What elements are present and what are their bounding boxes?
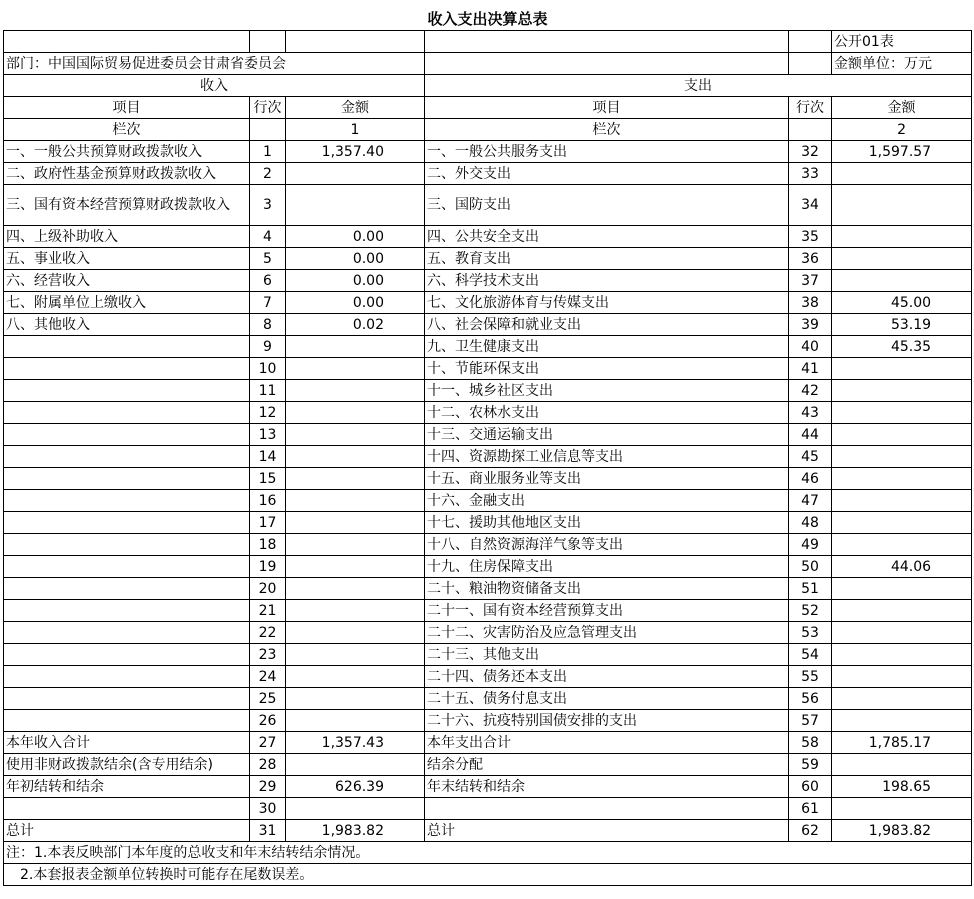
income-row-number: 26 bbox=[250, 710, 286, 732]
income-item-header: 项目 bbox=[4, 97, 250, 119]
expense-row-number: 38 bbox=[789, 292, 832, 314]
income-row-number: 30 bbox=[250, 798, 286, 820]
expense-row-number: 39 bbox=[789, 314, 832, 336]
income-amount bbox=[286, 185, 425, 226]
income-item: 八、其他收入 bbox=[4, 314, 250, 336]
table-row bbox=[4, 380, 972, 402]
expense-row-number: 56 bbox=[789, 688, 832, 710]
income-row-number: 17 bbox=[250, 512, 286, 534]
unit-label: 金额单位：万元 bbox=[832, 53, 972, 75]
income-amount bbox=[286, 163, 425, 185]
income-amount: 0.00 bbox=[286, 226, 425, 248]
income-row-number: 14 bbox=[250, 446, 286, 468]
table-row bbox=[4, 468, 972, 490]
income-amount: 0.02 bbox=[286, 314, 425, 336]
income-row-number: 24 bbox=[250, 666, 286, 688]
income-item bbox=[4, 622, 250, 644]
income-row-number: 3 bbox=[250, 185, 286, 226]
income-item bbox=[4, 600, 250, 622]
income-item: 总计 bbox=[4, 820, 250, 842]
income-amount bbox=[286, 556, 425, 578]
expense-row-number: 33 bbox=[789, 163, 832, 185]
income-amount bbox=[286, 402, 425, 424]
expense-item: 十八、自然资源海洋气象等支出 bbox=[425, 534, 789, 556]
expense-row-number: 32 bbox=[789, 141, 832, 163]
table-row bbox=[4, 820, 972, 842]
expense-amount bbox=[832, 380, 972, 402]
table-row bbox=[4, 600, 972, 622]
expense-row-number: 42 bbox=[789, 380, 832, 402]
expense-item: 二十一、国有资本经营预算支出 bbox=[425, 600, 789, 622]
table-row bbox=[4, 490, 972, 512]
income-item: 本年收入合计 bbox=[4, 732, 250, 754]
table-row bbox=[4, 710, 972, 732]
income-item: 二、政府性基金预算财政拨款收入 bbox=[4, 163, 250, 185]
expense-amount bbox=[832, 710, 972, 732]
expense-item: 八、社会保障和就业支出 bbox=[425, 314, 789, 336]
expense-item: 二、外交支出 bbox=[425, 163, 789, 185]
expense-item: 十五、商业服务业等支出 bbox=[425, 468, 789, 490]
income-item bbox=[4, 578, 250, 600]
income-amount bbox=[286, 490, 425, 512]
expense-item-header: 项目 bbox=[425, 97, 789, 119]
income-row-number: 12 bbox=[250, 402, 286, 424]
expense-amount: 1,597.57 bbox=[832, 141, 972, 163]
expense-amount bbox=[832, 270, 972, 292]
expense-item: 年末结转和结余 bbox=[425, 776, 789, 798]
expense-amount bbox=[832, 163, 972, 185]
expense-amount bbox=[832, 185, 972, 226]
income-row-number: 15 bbox=[250, 468, 286, 490]
department-label: 部门：中国国际贸易促进委员会甘肃省委员会 bbox=[4, 53, 425, 75]
expense-item: 十七、援助其他地区支出 bbox=[425, 512, 789, 534]
table-row bbox=[4, 776, 972, 798]
expense-row-number: 44 bbox=[789, 424, 832, 446]
expense-amount bbox=[832, 402, 972, 424]
expense-row-number: 36 bbox=[789, 248, 832, 270]
expense-row-number: 48 bbox=[789, 512, 832, 534]
expense-amount bbox=[832, 688, 972, 710]
income-item bbox=[4, 512, 250, 534]
expense-row-number: 60 bbox=[789, 776, 832, 798]
table-row bbox=[4, 185, 972, 226]
expense-lanci-label: 栏次 bbox=[425, 119, 789, 141]
income-item: 使用非财政拨款结余(含专用结余) bbox=[4, 754, 250, 776]
income-item: 五、事业收入 bbox=[4, 248, 250, 270]
income-row-header: 行次 bbox=[250, 97, 286, 119]
table-row bbox=[4, 622, 972, 644]
expense-item: 六、科学技术支出 bbox=[425, 270, 789, 292]
expense-row-number: 45 bbox=[789, 446, 832, 468]
income-item bbox=[4, 336, 250, 358]
expense-row-number: 50 bbox=[789, 556, 832, 578]
table-row bbox=[4, 358, 972, 380]
expense-row-number: 47 bbox=[789, 490, 832, 512]
expense-amount bbox=[832, 424, 972, 446]
table-row bbox=[4, 556, 972, 578]
expense-item: 总计 bbox=[425, 820, 789, 842]
expense-item: 二十四、债务还本支出 bbox=[425, 666, 789, 688]
table-row bbox=[4, 798, 972, 820]
table-row bbox=[4, 141, 972, 163]
income-item bbox=[4, 468, 250, 490]
income-amount bbox=[286, 798, 425, 820]
income-item bbox=[4, 490, 250, 512]
expense-amount: 44.06 bbox=[832, 556, 972, 578]
expense-header: 支出 bbox=[425, 75, 972, 97]
expense-row-number: 34 bbox=[789, 185, 832, 226]
income-item: 四、上级补助收入 bbox=[4, 226, 250, 248]
table-row bbox=[4, 314, 972, 336]
income-item bbox=[4, 424, 250, 446]
income-item bbox=[4, 666, 250, 688]
income-row-number: 25 bbox=[250, 688, 286, 710]
expense-item: 十三、交通运输支出 bbox=[425, 424, 789, 446]
table-row bbox=[4, 534, 972, 556]
income-row-number: 18 bbox=[250, 534, 286, 556]
income-amount-header: 金额 bbox=[286, 97, 425, 119]
expense-row-number: 59 bbox=[789, 754, 832, 776]
expense-item: 五、教育支出 bbox=[425, 248, 789, 270]
expense-row-number: 57 bbox=[789, 710, 832, 732]
expense-row-number: 46 bbox=[789, 468, 832, 490]
expense-item: 二十、粮油物资储备支出 bbox=[425, 578, 789, 600]
income-amount bbox=[286, 666, 425, 688]
expense-row-number: 55 bbox=[789, 666, 832, 688]
income-amount bbox=[286, 622, 425, 644]
income-row-number: 6 bbox=[250, 270, 286, 292]
income-row-number: 13 bbox=[250, 424, 286, 446]
income-amount bbox=[286, 754, 425, 776]
note-row bbox=[4, 842, 972, 864]
income-row-number: 4 bbox=[250, 226, 286, 248]
income-item bbox=[4, 358, 250, 380]
income-row-number: 21 bbox=[250, 600, 286, 622]
expense-item: 十、节能环保支出 bbox=[425, 358, 789, 380]
expense-item: 七、文化旅游体育与传媒支出 bbox=[425, 292, 789, 314]
expense-amount bbox=[832, 622, 972, 644]
expense-amount bbox=[832, 798, 972, 820]
table-row bbox=[4, 754, 972, 776]
expense-amount bbox=[832, 666, 972, 688]
expense-row-number: 51 bbox=[789, 578, 832, 600]
income-row-number: 27 bbox=[250, 732, 286, 754]
income-item: 六、经营收入 bbox=[4, 270, 250, 292]
expense-amount-header: 金额 bbox=[832, 97, 972, 119]
income-row-number: 1 bbox=[250, 141, 286, 163]
income-amount: 0.00 bbox=[286, 248, 425, 270]
table-row bbox=[4, 732, 972, 754]
table-row bbox=[4, 424, 972, 446]
expense-item: 三、国防支出 bbox=[425, 185, 789, 226]
income-amount: 0.00 bbox=[286, 270, 425, 292]
income-amount bbox=[286, 644, 425, 666]
income-item bbox=[4, 534, 250, 556]
expense-amount bbox=[832, 512, 972, 534]
expense-row-number: 53 bbox=[789, 622, 832, 644]
income-item: 一、一般公共预算财政拨款收入 bbox=[4, 141, 250, 163]
note-text: 2.本套报表金额单位转换时可能存在尾数误差。 bbox=[4, 864, 972, 886]
table-row bbox=[4, 292, 972, 314]
table-row bbox=[4, 402, 972, 424]
income-item bbox=[4, 644, 250, 666]
expense-amount: 53.19 bbox=[832, 314, 972, 336]
expense-item: 二十六、抗疫特别国债安排的支出 bbox=[425, 710, 789, 732]
income-row-number: 2 bbox=[250, 163, 286, 185]
expense-item: 结余分配 bbox=[425, 754, 789, 776]
expense-amount bbox=[832, 468, 972, 490]
income-header: 收入 bbox=[4, 75, 425, 97]
income-item bbox=[4, 380, 250, 402]
income-row-number: 8 bbox=[250, 314, 286, 336]
income-item: 三、国有资本经营预算财政拨款收入 bbox=[4, 185, 250, 226]
expense-amount bbox=[832, 600, 972, 622]
table-row bbox=[4, 578, 972, 600]
income-row-number: 7 bbox=[250, 292, 286, 314]
income-amount bbox=[286, 688, 425, 710]
expense-amount bbox=[832, 490, 972, 512]
income-amount: 1,357.40 bbox=[286, 141, 425, 163]
table-row bbox=[4, 163, 972, 185]
expense-item: 十九、住房保障支出 bbox=[425, 556, 789, 578]
income-item: 七、附属单位上缴收入 bbox=[4, 292, 250, 314]
income-item bbox=[4, 402, 250, 424]
expense-row-number: 58 bbox=[789, 732, 832, 754]
income-item bbox=[4, 798, 250, 820]
expense-row-number: 54 bbox=[789, 644, 832, 666]
income-amount bbox=[286, 468, 425, 490]
expense-item: 二十二、灾害防治及应急管理支出 bbox=[425, 622, 789, 644]
income-amount bbox=[286, 336, 425, 358]
expense-amount: 198.65 bbox=[832, 776, 972, 798]
income-row-number: 5 bbox=[250, 248, 286, 270]
note-text: 注：1.本表反映部门本年度的总收支和年末结转结余情况。 bbox=[4, 842, 972, 864]
income-row-number: 23 bbox=[250, 644, 286, 666]
expense-row-number: 35 bbox=[789, 226, 832, 248]
table-row bbox=[4, 644, 972, 666]
table-row bbox=[4, 666, 972, 688]
table-row bbox=[4, 226, 972, 248]
income-row-number: 19 bbox=[250, 556, 286, 578]
expense-item: 一、一般公共服务支出 bbox=[425, 141, 789, 163]
expense-row-number: 43 bbox=[789, 402, 832, 424]
income-row-number: 16 bbox=[250, 490, 286, 512]
income-amount: 626.39 bbox=[286, 776, 425, 798]
expense-row-number: 61 bbox=[789, 798, 832, 820]
income-row-number: 10 bbox=[250, 358, 286, 380]
expense-item: 本年支出合计 bbox=[425, 732, 789, 754]
expense-item: 十四、资源勘探工业信息等支出 bbox=[425, 446, 789, 468]
income-amount bbox=[286, 600, 425, 622]
expense-amount bbox=[832, 578, 972, 600]
income-row-number: 22 bbox=[250, 622, 286, 644]
table-row bbox=[4, 512, 972, 534]
expense-row-number: 62 bbox=[789, 820, 832, 842]
income-amount bbox=[286, 380, 425, 402]
income-col-number: 1 bbox=[286, 119, 425, 141]
expense-amount: 1,785.17 bbox=[832, 732, 972, 754]
note-row bbox=[4, 864, 972, 886]
expense-item: 二十五、债务付息支出 bbox=[425, 688, 789, 710]
expense-item bbox=[425, 798, 789, 820]
expense-amount: 1,983.82 bbox=[832, 820, 972, 842]
income-row-number: 20 bbox=[250, 578, 286, 600]
expense-row-number: 40 bbox=[789, 336, 832, 358]
income-row-number: 11 bbox=[250, 380, 286, 402]
income-amount bbox=[286, 578, 425, 600]
expense-row-header: 行次 bbox=[789, 97, 832, 119]
expense-amount bbox=[832, 226, 972, 248]
income-amount bbox=[286, 424, 425, 446]
income-amount bbox=[286, 710, 425, 732]
income-amount: 1,983.82 bbox=[286, 820, 425, 842]
expense-item: 十一、城乡社区支出 bbox=[425, 380, 789, 402]
income-row-number: 31 bbox=[250, 820, 286, 842]
expense-item: 十六、金融支出 bbox=[425, 490, 789, 512]
expense-row-number: 52 bbox=[789, 600, 832, 622]
expense-row-number: 49 bbox=[789, 534, 832, 556]
table-row bbox=[4, 446, 972, 468]
income-item: 年初结转和结余 bbox=[4, 776, 250, 798]
income-lanci-label: 栏次 bbox=[4, 119, 250, 141]
expense-amount bbox=[832, 248, 972, 270]
income-amount bbox=[286, 446, 425, 468]
expense-item: 二十三、其他支出 bbox=[425, 644, 789, 666]
expense-row-number: 41 bbox=[789, 358, 832, 380]
expense-amount bbox=[832, 534, 972, 556]
income-amount: 0.00 bbox=[286, 292, 425, 314]
expense-amount bbox=[832, 754, 972, 776]
income-row-number: 28 bbox=[250, 754, 286, 776]
expense-item: 十二、农林水支出 bbox=[425, 402, 789, 424]
table-row bbox=[4, 688, 972, 710]
table-title: 收入支出决算总表 bbox=[4, 8, 972, 31]
income-amount bbox=[286, 534, 425, 556]
table-row bbox=[4, 270, 972, 292]
income-item bbox=[4, 688, 250, 710]
expense-amount: 45.00 bbox=[832, 292, 972, 314]
table-row bbox=[4, 336, 972, 358]
table-code: 公开01表 bbox=[832, 31, 972, 53]
income-amount bbox=[286, 358, 425, 380]
income-amount: 1,357.43 bbox=[286, 732, 425, 754]
expense-amount: 45.35 bbox=[832, 336, 972, 358]
income-item bbox=[4, 710, 250, 732]
income-amount bbox=[286, 512, 425, 534]
income-row-number: 29 bbox=[250, 776, 286, 798]
expense-amount bbox=[832, 358, 972, 380]
income-row-number: 9 bbox=[250, 336, 286, 358]
income-item bbox=[4, 556, 250, 578]
expense-col-number: 2 bbox=[832, 119, 972, 141]
expense-item: 九、卫生健康支出 bbox=[425, 336, 789, 358]
expense-amount bbox=[832, 446, 972, 468]
income-item bbox=[4, 446, 250, 468]
expense-row-number: 37 bbox=[789, 270, 832, 292]
expense-amount bbox=[832, 644, 972, 666]
table-row bbox=[4, 248, 972, 270]
expense-item: 四、公共安全支出 bbox=[425, 226, 789, 248]
income-expenditure-table bbox=[3, 8, 972, 886]
